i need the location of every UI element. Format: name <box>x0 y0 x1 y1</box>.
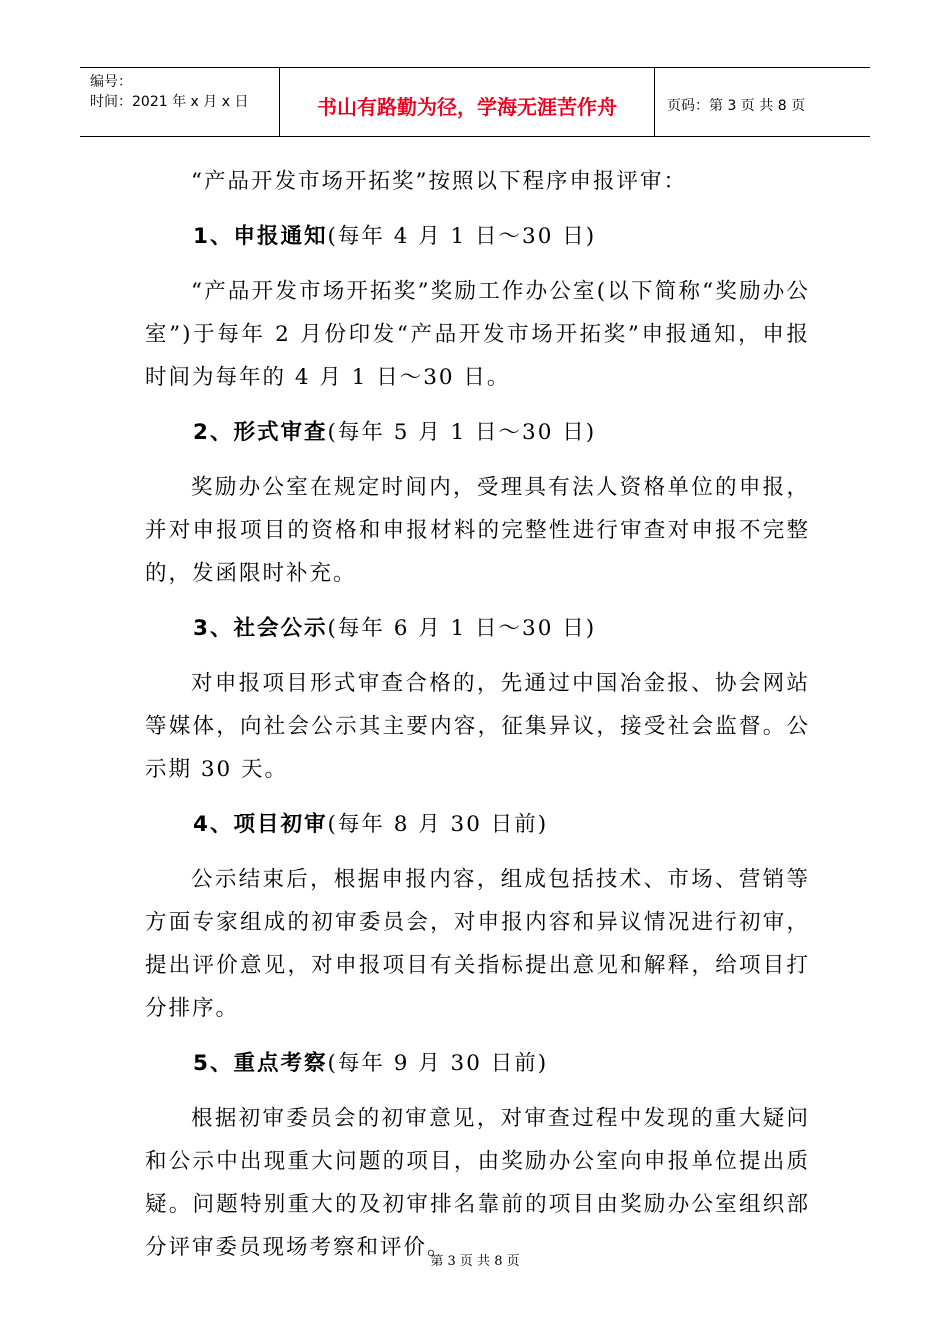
section-paragraph-5: 根据初审委员会的初审意见，对审查过程中发现的重大疑问和公示中出现重大问题的项目，由奖励办公室向申报单位提出质疑。问题特别重大的及初审排名靠前的项目由奖励办公室组织部分评审委员现场考察和评价。 <box>145 1106 810 1260</box>
section-heading-4 <box>145 803 810 846</box>
section-title: 1、申报通知 <box>193 224 328 249</box>
header-motto: 书山有路勤为径，学海无涯苦作舟 <box>280 68 655 136</box>
intro-paragraph: “产品开发市场开拓奖”按照以下程序申报评审： <box>191 169 687 194</box>
header-page-info: 页码：第 3 页 共 8 页 <box>667 98 806 114</box>
section-heading-5 <box>145 1042 810 1085</box>
header-meta <box>80 68 280 136</box>
document-body <box>145 160 810 1269</box>
section-period: (每年 6 月 1 日～30 日) <box>327 616 597 641</box>
section-period: (每年 4 月 1 日～30 日) <box>327 224 597 249</box>
page-footer: 第 3 页 共 8 页 <box>430 1254 520 1269</box>
section-paragraph-3: 对申报项目形式审查合格的，先通过中国冶金报、协会网站等媒体，向社会公示其主要内容，征集异议，接受社会监督。公示期 30 天。 <box>145 671 810 782</box>
section-title: 4、项目初审 <box>193 812 328 837</box>
section-heading-1 <box>145 215 810 258</box>
section-paragraph-4: 公示结束后，根据申报内容，组成包括技术、市场、营销等方面专家组成的初审委员会，对申报内容和异议情况进行初审，提出评价意见，对申报项目有关指标提出意见和解释，给项目打分排序。 <box>145 867 810 1021</box>
document-header <box>80 67 870 137</box>
section-heading-2 <box>145 411 810 454</box>
section-paragraph-1: “产品开发市场开拓奖”奖励工作办公室(以下简称“奖励办公室”)于每年 2 月份印发“产品开发市场开拓奖”申报通知，申报时间为每年的 4 月 1 日～30 日。 <box>145 279 810 390</box>
section-paragraph-2: 奖励办公室在规定时间内，受理具有法人资格单位的申报，并对申报项目的资格和申报材料的完整性进行审查对申报不完整的，发函限时补充。 <box>145 475 810 586</box>
date-label: 时间：2021 年 x 月 x 日 <box>90 94 249 110</box>
section-period: (每年 8 月 30 日前) <box>327 812 549 837</box>
section-period: (每年 5 月 1 日～30 日) <box>327 420 597 445</box>
section-heading-3 <box>145 607 810 650</box>
number-label: 编号： <box>90 74 132 90</box>
section-title: 2、形式审查 <box>193 420 328 445</box>
section-title: 3、社会公示 <box>193 616 328 641</box>
section-title: 5、重点考察 <box>193 1051 328 1076</box>
section-period: (每年 9 月 30 日前) <box>327 1051 549 1076</box>
